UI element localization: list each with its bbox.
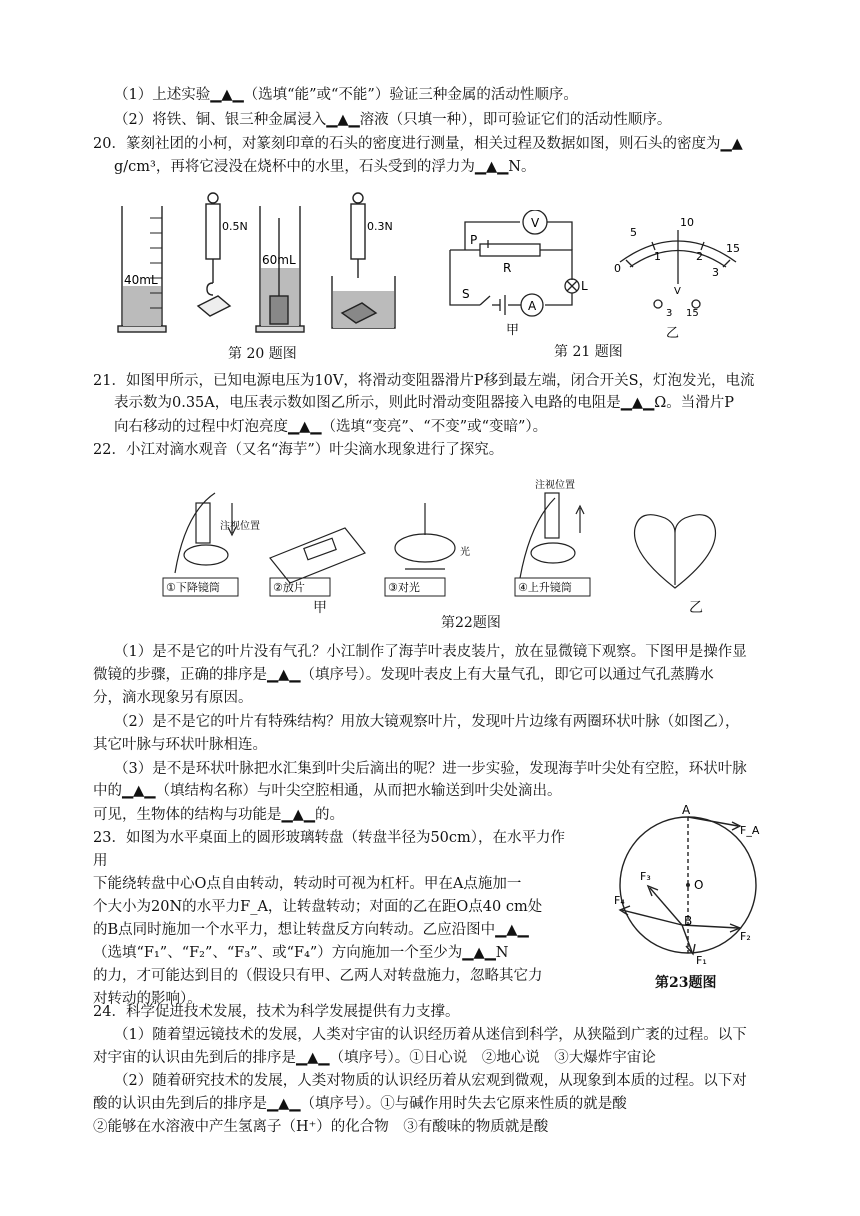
fig23-force-fa: F_A <box>740 824 760 837</box>
fig21-label-v: V <box>531 216 540 230</box>
q23-line2: 用 <box>93 853 108 869</box>
fig22-caption: 第22题图 <box>441 615 501 631</box>
fig21-label-l: L <box>581 279 588 293</box>
fig21-tick-2: 2 <box>696 250 703 263</box>
fig21-caption: 第 21 题图 <box>554 344 623 360</box>
q23-line1: 23．如图为水平桌面上的圆形玻璃转盘（转盘半径为50cm），在水平力作 <box>93 830 566 846</box>
fig23-force-f3: F₃ <box>640 870 651 883</box>
q22-part1-line1: （1）是不是它的叶片没有气孔？小江制作了海芋叶表皮装片，放在显微镜下观察。下图甲是操作显 <box>114 644 747 660</box>
fig21-label-yi: 乙 <box>666 326 680 341</box>
fig20-volume-2: 60mL <box>262 253 296 267</box>
q23-line7: 的力，才可能达到目的（假设只有甲、乙两人对转盘施力，忽略其它力 <box>93 968 543 984</box>
fig21-tick-1: 1 <box>654 250 661 263</box>
fig21-tick-10: 10 <box>680 216 694 229</box>
fig21-tick-3: 3 <box>712 266 719 279</box>
fig23-force-f4: F₄ <box>614 894 625 907</box>
fig23-point-o: O <box>694 878 704 892</box>
q20-line2: g/cm³，再将它浸没在烧杯中的水里，石头受到的浮力为▁▲▁N。 <box>114 159 536 175</box>
fig20-force-1: 0.5N <box>222 220 248 233</box>
q24-part2-line2: 酸的认识由先到后的排序是▁▲▁（填序号）。①与碱作用时失去它原来性质的就是酸 <box>93 1096 627 1112</box>
q24-part2-line1: （2）随着研究技术的发展，人类对物质的认识经历着从宏观到微观，从现象到本质的过程。以下对 <box>114 1073 747 1089</box>
fig21-tick-0: 0 <box>614 262 621 275</box>
fig21-label-r: R <box>503 261 512 275</box>
q22-conclusion: 可见，生物体的结构与功能是▁▲▁的。 <box>93 807 344 823</box>
q24-part2-line3: ②能够在水溶液中产生氢离子（H⁺）的化合物 ③有酸味的物质就是酸 <box>93 1119 549 1135</box>
q22-part1-line3: 分，滴水现象另有原因。 <box>93 690 253 706</box>
fig22-watch-position-2: 注视位置 <box>535 480 575 491</box>
q22-part2-line2: 其它叶脉与环状叶脉相连。 <box>93 737 267 753</box>
fig21-terminal-3: 3 <box>666 308 673 319</box>
fig21-dial-v: V <box>674 286 681 297</box>
fig22-step-4: ④上升镜筒 <box>518 581 572 594</box>
q23-line8: 对转动的影响）。 <box>93 991 202 1007</box>
q22-part3-line2: 中的▁▲▁（填结构名称）与叶尖空腔相通，从而把水输送到叶尖处滴出。 <box>93 783 562 799</box>
q19-part1: （1）上述实验▁▲▁（选填“能”或“不能”）验证三种金属的活动性顺序。 <box>114 87 578 103</box>
fig21-label-a: A <box>528 299 537 313</box>
q22-part3-line1: （3）是不是环状叶脉把水汇集到叶尖后滴出的呢？进一步实验，发现海芋叶尖处有空腔，环状叶脉 <box>114 761 747 777</box>
fig20-volume-1: 40mL <box>124 273 158 287</box>
q24-part1-line2: 对宇宙的认识由先到后的排序是▁▲▁（填序号）。①日心说 ②地心说 ③大爆炸宇宙论 <box>93 1050 656 1066</box>
fig23-force-f1: F₁ <box>696 954 707 967</box>
q24-part1-line1: （1）随着望远镜技术的发展，人类对宇宙的认识经历着从迷信到科学，从狭隘到广袤的过程。以下 <box>114 1027 747 1043</box>
fig21-label-p: P <box>470 233 478 247</box>
q20-line1: 20．篆刻社团的小柯，对篆刻印章的石头的密度进行测量，相关过程及数据如图，则石头的密度为▁▲ <box>93 136 743 152</box>
q21-line1: 21．如图甲所示，已知电源电压为10V，将滑动变阻器滑片P移到最左端，闭合开关S，灯泡发光，电流 <box>93 373 755 389</box>
fig21-terminal-15: 15 <box>686 308 699 319</box>
q23-line6: （选填“F₁”、“F₂”、“F₃”、或“F₄”）方向施加一个至少为▁▲▁N <box>93 945 509 961</box>
q22-part2-line1: （2）是不是它的叶片有特殊结构？用放大镜观察叶片，发现叶片边缘有两圈环状叶脉（如图乙）， <box>114 714 740 730</box>
fig20-graduated-cylinders <box>110 188 410 343</box>
fig22-label-yi: 乙 <box>689 600 703 616</box>
fig23-point-a: A <box>682 803 691 817</box>
q21-line3: 向右移动的过程中灯泡亮度▁▲▁（选填“变亮”、“不变”或“变暗”）。 <box>114 419 548 435</box>
fig21-label-s: S <box>462 287 470 301</box>
q21-line2: 表示数为0.35A，电压表示数如图乙所示，则此时滑动变阻器接入电路的电阻是▁▲▁Ω。当滑片P <box>114 395 734 411</box>
fig23-force-f2: F₂ <box>740 930 751 943</box>
q23-line3: 下能绕转盘中心O点自由转动，转动时可视为杠杆。甲在A点施加一 <box>93 876 522 892</box>
fig22-light: 光 <box>460 547 470 558</box>
fig21-circuit <box>440 210 620 340</box>
q22-intro: 22．小江对滴水观音（又名“海芋”）叶尖滴水现象进行了探究。 <box>93 442 504 458</box>
fig23-turntable <box>610 800 780 970</box>
fig21-tick-5: 5 <box>630 226 637 239</box>
q22-part1-line2: 微镜的步骤，正确的排序是▁▲▁（填序号）。发现叶表皮上有大量气孔，即它可以通过气孔蒸腾水 <box>93 667 714 683</box>
fig22-step-1: ①下降镜筒 <box>166 581 220 594</box>
fig22-step-3: ③对光 <box>388 581 420 594</box>
fig23-caption: 第23题图 <box>655 975 717 991</box>
q23-line4: 个大小为20N的水平力F_A，让转盘转动；对面的乙在距O点40 cm处 <box>93 899 543 915</box>
q24-intro: 24．科学促进技术发展，技术为科学发展提供有力支撑。 <box>93 1004 460 1020</box>
fig21-voltmeter-dial <box>608 212 748 342</box>
fig22-microscope-steps <box>160 473 730 613</box>
fig22-step-2: ②放片 <box>273 581 305 594</box>
fig20-caption: 第 20 题图 <box>228 346 297 362</box>
fig23-point-b: B <box>684 914 693 928</box>
fig20-force-2: 0.3N <box>367 220 393 233</box>
fig22-watch-position-1: 注视位置 <box>220 521 260 532</box>
fig21-tick-15: 15 <box>726 242 740 255</box>
fig21-label-jia: 甲 <box>506 323 520 338</box>
fig22-label-jia: 甲 <box>313 600 327 616</box>
q19-part2: （2）将铁、铜、银三种金属浸入▁▲▁溶液（只填一种），即可验证它们的活动性顺序。 <box>114 112 672 128</box>
q23-line5: 的B点同时施加一个水平力，想让转盘反方向转动。乙应沿图中▁▲▁ <box>93 922 529 938</box>
